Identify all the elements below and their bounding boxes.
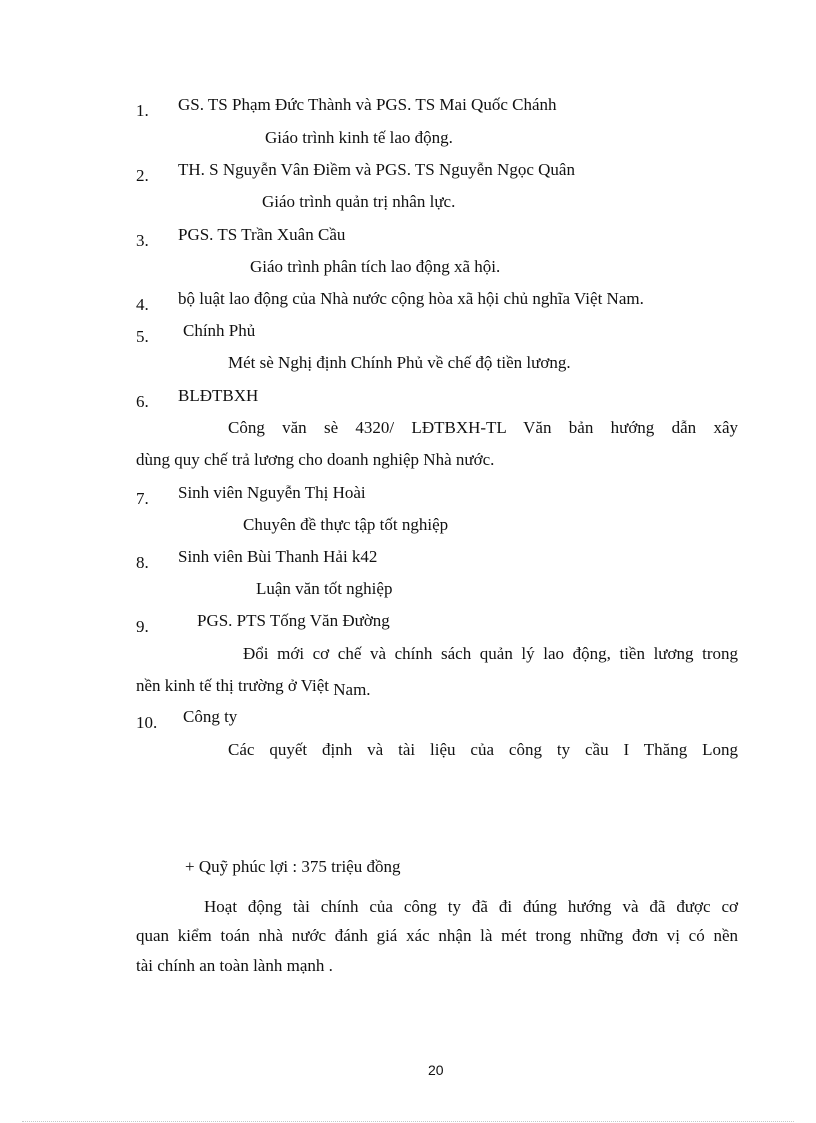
page-bottom-divider [22,1121,794,1122]
reference-10-author: Công ty [183,707,238,726]
welfare-fund-line: + Quỹ phúc lợi : 375 triệu đồng [185,857,401,876]
reference-5-title: Mét sè Nghị định Chính Phủ về chế độ tiền lương. [228,353,571,372]
paragraph-line-1: Hoạt động tài chính của công ty đã đi đúng hướng và đã được cơ [204,897,738,916]
reference-3-author: PGS. TS Trần Xuân Cầu [178,225,346,244]
reference-10-number: 10. [136,713,158,732]
reference-6-title-line-2: dùng quy chế trả lương cho doanh nghiệp Nhà nước. [136,450,495,469]
reference-1-number: 1. [136,101,149,120]
reference-8-title: Luận văn tốt nghiệp [256,579,393,598]
reference-4-number: 4. [136,295,149,314]
reference-6-number: 6. [136,392,149,411]
reference-10-title: Các quyết định và tài liệu của công ty cầu I Thăng Long [228,740,738,759]
reference-5-author: Chính Phủ [183,321,256,340]
reference-4-text: bộ luật lao động của Nhà nước cộng hòa xã hội chủ nghĩa Việt Nam. [178,289,644,308]
reference-9-title-line-2-main: nền kinh tế thị trường ở Việt [136,676,330,695]
paragraph-line-2: quan kiểm toán nhà nước đánh giá xác nhận là mét trong những đơn vị có nền [136,926,738,945]
reference-1-title: Giáo trình kinh tế lao động. [265,128,453,147]
reference-7-number: 7. [136,489,149,508]
page-number: 20 [428,1062,444,1078]
reference-6-title-line-1: Công văn sè 4320/ LĐTBXH-TL Văn bản hướng dẫn xây [228,418,738,437]
reference-7-title: Chuyên đề thực tập tốt nghiệp [243,515,449,534]
reference-5-number: 5. [136,327,149,346]
reference-6-author: BLĐTBXH [178,386,259,405]
reference-9-title-line-2 [136,676,371,699]
reference-1-author: GS. TS Phạm Đức Thành và PGS. TS Mai Quốc Chánh [178,95,557,114]
reference-7-author: Sinh viên Nguyễn Thị Hoài [178,483,366,502]
reference-3-title: Giáo trình phân tích lao động xã hội. [250,257,501,276]
reference-2-author: TH. S Nguyễn Vân Điềm và PGS. TS Nguyễn Ngọc Quân [178,160,575,179]
reference-3-number: 3. [136,231,149,250]
reference-9-author: PGS. PTS Tống Văn Đường [197,611,390,630]
paragraph-line-3: tài chính an toàn lành mạnh . [136,956,333,975]
reference-8-number: 8. [136,553,149,572]
reference-2-title: Giáo trình quản trị nhân lực. [262,192,456,211]
reference-9-number: 9. [136,617,149,636]
reference-9-title-line-2-tail: Nam. [333,680,371,699]
reference-2-number: 2. [136,166,149,185]
reference-8-author: Sinh viên Bùi Thanh Hải k42 [178,547,378,566]
reference-9-title-line-1: Đổi mới cơ chế và chính sách quản lý lao động, tiền lương trong [243,644,738,663]
